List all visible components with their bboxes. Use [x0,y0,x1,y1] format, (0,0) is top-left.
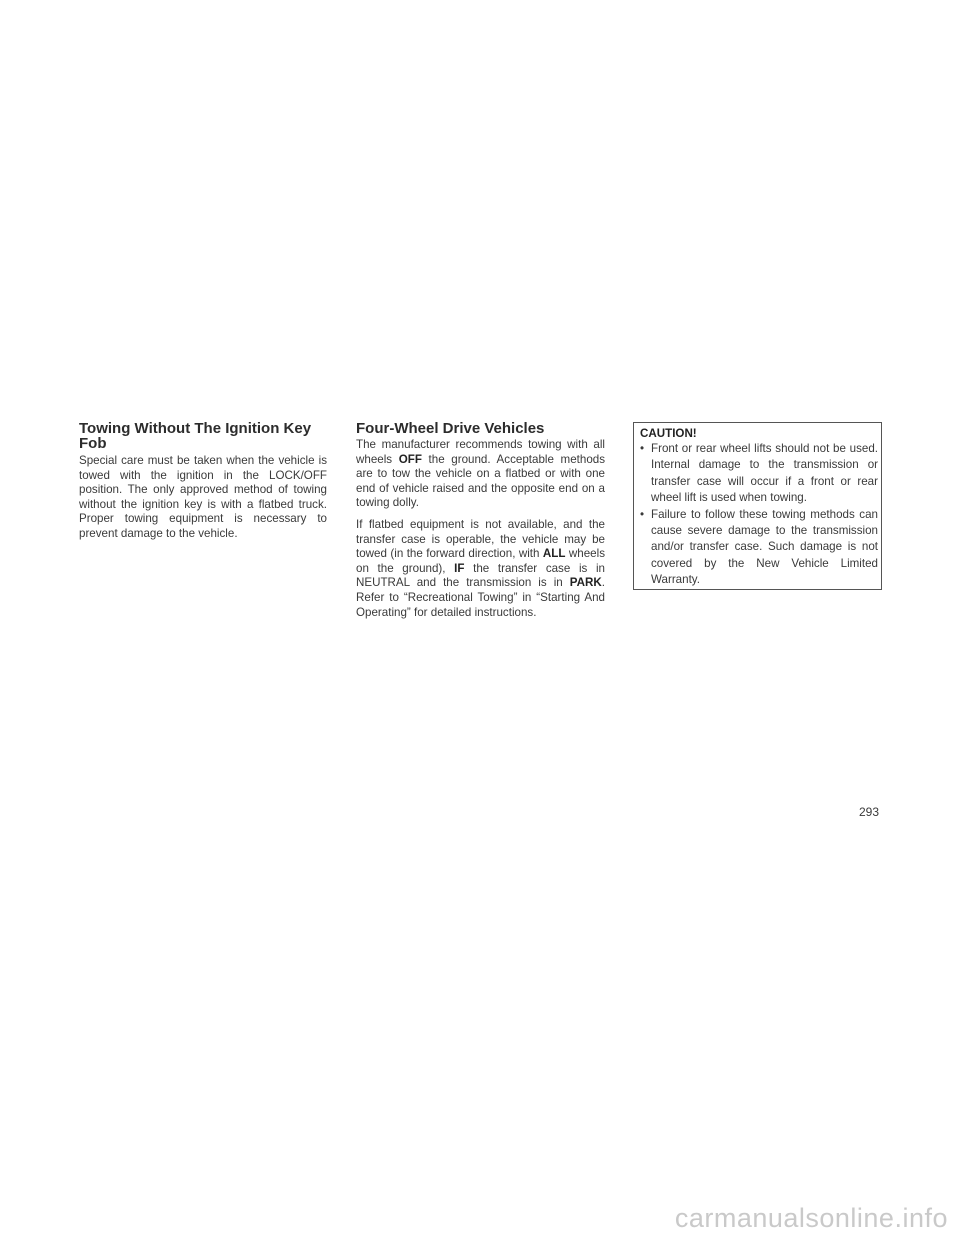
paragraph-four-wheel-drive-2 [356,518,605,620]
page-number: 293 [859,805,880,819]
section-four-wheel-drive [356,421,605,620]
text-run: wheels on the ground), [356,547,605,575]
bullet-icon: • [640,507,645,521]
section-towing-without-key-fob [79,421,327,542]
text-run: the ground. Acceptable methods are to tow the vehicle on a flatbed or with one end of vehicle raised and the opposite end on a towing dolly. [356,452,606,510]
paragraph-four-wheel-drive-1 [356,438,605,511]
caution-item-text: Failure to follow these towing methods can cause severe damage to the transmission and/or transfer case. Such damage is not covered by the New Vehicle Limited Warranty. [651,507,878,587]
text-run: the transfer case is in NEUTRAL and the transmission is in [356,561,605,590]
watermark: carmanualsonline.info [674,1203,948,1233]
bold-all: ALL [542,547,566,561]
text-run: . Refer to “Recreational Towing” in “Starting And Operating” for detailed instructions. [356,576,605,619]
caution-item-text: Front or rear wheel lifts should not be used. Internal damage to the transmission or transfer case will occur if a front or rear wheel lift is used when towing. [651,442,878,505]
caution-box [633,422,882,590]
bold-if: IF [454,561,465,575]
caution-item [640,507,880,589]
heading-four-wheel-drive: Four-Wheel Drive Vehicles [356,420,545,437]
bold-park: PARK [569,576,602,590]
heading-towing-without-key-fob: Towing Without The Ignition Key Fob [79,420,312,452]
caution-title: CAUTION! [640,427,697,440]
paragraph-towing-without-key-fob: Special care must be taken when the vehicle is towed with the ignition in the LOCK/OFF position. The only approved method of towing without the ignition key is with a flatbed truck. Proper towing equipment is necessary to prevent damage to the vehicle. [79,454,327,540]
bullet-icon: • [640,442,645,455]
text-run: If flatbed equipment is not available, and the transfer case is operable, the vehicle may be towed (in the forward direction, with [356,517,605,561]
caution-item [640,441,880,507]
bold-off: OFF [398,452,422,466]
text-run: The manufacturer recommends towing with all wheels [356,438,605,466]
caution-list [640,441,880,589]
